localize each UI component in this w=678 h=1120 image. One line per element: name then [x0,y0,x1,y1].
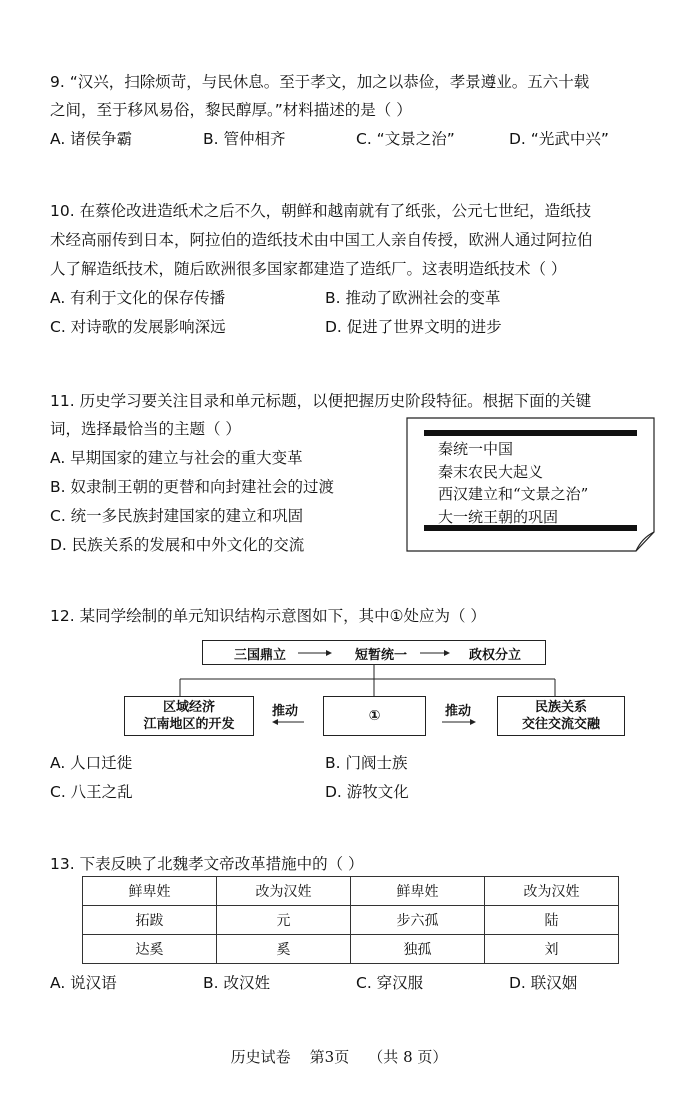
top-box-item-1: 三国鼎立 [234,647,287,663]
q9-option-a: A. 诸侯争霸 [50,130,133,148]
surname-table [82,876,619,964]
q10-stem-line-1: 10. 在蔡伦改进造纸术之后不久，朝鲜和越南就有了纸张，公元七世纪，造纸技 [50,202,592,220]
q12-top-box [212,641,555,665]
q9-stem-line-2: 之间，至于移风易俗，黎民醇厚。”材料描述的是（ ） [50,101,412,119]
right-box-line-1: 民族关系 [534,700,587,715]
table-header-cell: 改为汉姓 [485,877,619,906]
q9-option-b: B. 管仲相齐 [203,130,286,148]
table-cell: 拓跋 [83,906,217,935]
table-row [83,877,619,906]
table-cell: 刘 [485,935,619,964]
right-box-line-2: 交往交流交融 [521,717,600,732]
keyword-list [438,438,588,528]
q10-stem-line-3: 人了解造纸技术，随后欧洲很多国家都建造了造纸厂。这表明造纸技术（ ） [50,260,567,278]
q11-stem-line-1: 11. 历史学习要关注目录和单元标题，以便把握历史阶段特征。根据下面的关键 [50,392,592,410]
right-arrow-label: 推动 [445,704,472,719]
q12-option-d: D. 游牧文化 [325,783,409,801]
keyword-item: 西汉建立和“文景之治” [438,485,589,503]
q13-option-b: B. 改汉姓 [203,974,270,992]
q10-option-d: D. 促进了世界文明的进步 [325,318,502,336]
table-cell: 奚 [217,935,351,964]
table-cell: 步六孤 [351,906,485,935]
q9-stem-line-1: 9. “汉兴，扫除烦苛，与民休息。至于孝文，加之以恭俭，孝景遵业。五六十载 [50,73,590,91]
q10-option-c: C. 对诗歌的发展影响深远 [50,318,226,336]
q10-option-a: A. 有利于文化的保存传播 [50,289,226,307]
q13-option-d: D. 联汉姻 [509,974,578,992]
q9-option-c: C. “文景之治” [356,130,455,148]
keyword-item: 大一统王朝的巩固 [438,507,559,526]
left-arrow-label: 推动 [272,704,299,719]
q10-stem-line-2: 术经高丽传到日本，阿拉伯的造纸技术由中国工人亲自传授，欧洲人通过阿拉伯 [50,231,593,249]
top-box-item-2: 短暂统一 [355,647,408,663]
q12-option-c: C. 八王之乱 [50,783,133,801]
table-cell: 独孤 [351,935,485,964]
q11-option-b: B. 奴隶制王朝的更替和向封建社会的过渡 [50,478,334,496]
q12-option-b: B. 门阀士族 [325,754,408,772]
q11-stem-line-2: 词，选择最恰当的主题（ ） [50,420,241,438]
q12-right-box [497,696,625,736]
left-box-line-1: 区域经济 [162,700,215,715]
q13-stem: 13. 下表反映了北魏孝文帝改革措施中的（ ） [50,855,364,873]
q11-option-a: A. 早期国家的建立与社会的重大变革 [50,449,303,467]
table-cell: 达奚 [83,935,217,964]
table-cell: 陆 [485,906,619,935]
q12-center-box: ① [323,696,426,736]
table-cell: 元 [217,906,351,935]
keyword-item: 秦统一中国 [438,440,514,458]
top-box-item-3: 政权分立 [469,647,522,663]
table-header-cell: 鲜卑姓 [351,877,485,906]
q12-option-a: A. 人口迁徙 [50,754,133,772]
q11-option-d: D. 民族关系的发展和中外文化的交流 [50,536,305,554]
q10-option-b: B. 推动了欧洲社会的变革 [325,289,501,307]
table-row [83,935,619,964]
table-header-cell: 鲜卑姓 [83,877,217,906]
q12-left-box [124,696,254,736]
table-row [83,906,619,935]
keyword-item: 秦末农民大起义 [438,462,544,481]
page-footer: 历史试卷 第3页 （共 8 页） [230,1048,448,1066]
table-header-cell: 改为汉姓 [217,877,351,906]
q12-stem: 12. 某同学绘制的单元知识结构示意图如下，其中①处应为（ ） [50,607,486,625]
q13-option-c: C. 穿汉服 [356,974,424,992]
q9-option-d: D. “光武中兴” [509,130,609,148]
left-box-line-2: 江南地区的开发 [143,717,235,732]
q11-option-c: C. 统一多民族封建国家的建立和巩固 [50,507,304,525]
q13-option-a: A. 说汉语 [50,974,117,992]
